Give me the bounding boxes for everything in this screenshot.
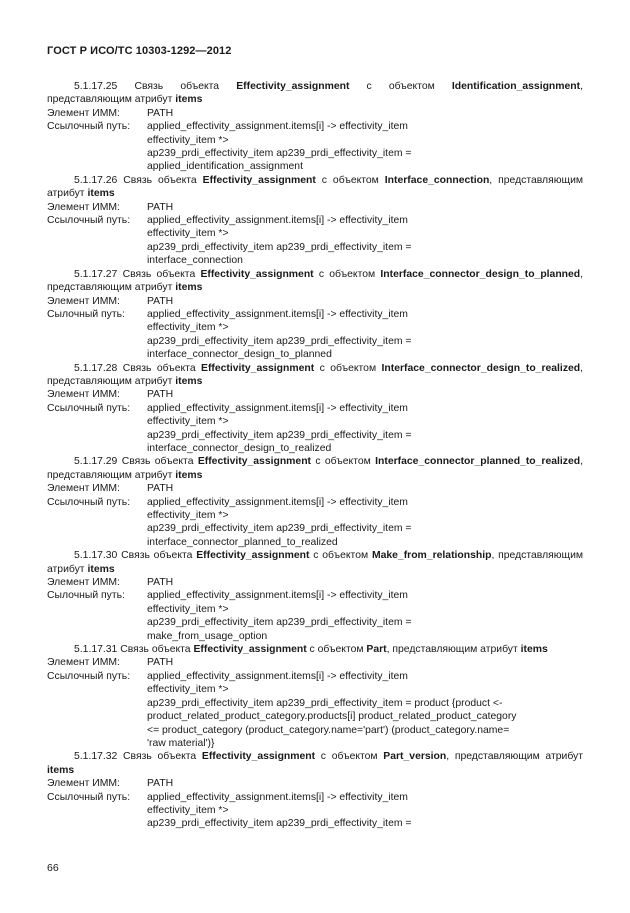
section-heading bbox=[47, 174, 583, 201]
element-row bbox=[47, 201, 583, 214]
element-value: PATH bbox=[147, 295, 174, 307]
element-label: Элемент ИММ: bbox=[47, 657, 120, 669]
entity-name: Effectivity_assignment bbox=[193, 644, 307, 656]
heading-text: с объектом bbox=[320, 751, 378, 763]
reference-path-line: ap239_prdi_effectivity_item ap239_prdi_effectivity_item = bbox=[147, 335, 412, 347]
attribute-name: items bbox=[175, 94, 203, 106]
section-heading bbox=[47, 80, 583, 107]
reference-path-line: ap239_prdi_effectivity_item ap239_prdi_effectivity_item = bbox=[147, 818, 412, 830]
reference-path-row bbox=[47, 214, 583, 227]
heading-text: Связь объекта bbox=[122, 268, 196, 280]
section-heading bbox=[47, 643, 583, 656]
reference-path-line: ap239_prdi_effectivity_item ap239_prdi_effectivity_item = bbox=[147, 241, 412, 253]
target-entity-name: Interface_connector_planned_to_realized bbox=[375, 456, 581, 468]
reference-path-line: applied_effectivity_assignment.items[i] -> effectivity_item bbox=[147, 308, 408, 320]
heading-text: Связь объекта bbox=[123, 751, 197, 763]
reference-path-line: applied_effectivity_assignment.items[i] -> effectivity_item bbox=[147, 590, 408, 602]
entity-name: Effectivity_assignment bbox=[196, 550, 310, 562]
element-value: PATH bbox=[147, 389, 174, 401]
heading-text: , представляющим атрибут bbox=[47, 362, 584, 387]
mapping-section bbox=[47, 174, 583, 268]
element-row bbox=[47, 576, 583, 589]
target-entity-name: Make_from_relationship bbox=[371, 550, 492, 562]
section-number: 5.1.17.26 bbox=[74, 174, 118, 186]
target-entity-name: Identification_assignment bbox=[451, 81, 581, 92]
section-heading bbox=[47, 750, 583, 777]
reference-path-line: effectivity_item *> bbox=[147, 322, 229, 334]
reference-path-line: effectivity_item *> bbox=[147, 603, 229, 615]
reference-path-row bbox=[47, 791, 583, 804]
section-number: 5.1.17.32 bbox=[74, 751, 118, 763]
element-label: Элемент ИММ: bbox=[47, 389, 120, 401]
reference-path-line: effectivity_item *> bbox=[147, 804, 229, 816]
heading-text: , представляющим атрибут bbox=[47, 81, 583, 106]
reference-path-line: applied_identification_assignment bbox=[147, 161, 303, 173]
reference-path-row bbox=[47, 589, 583, 602]
section-number: 5.1.17.27 bbox=[74, 268, 118, 280]
reference-path-line: effectivity_item *> bbox=[147, 684, 229, 696]
element-value: PATH bbox=[147, 483, 174, 495]
reference-path-label: Ссылочный путь: bbox=[47, 121, 131, 133]
mapping-section bbox=[47, 455, 583, 549]
page-number: 66 bbox=[47, 862, 59, 874]
attribute-name: items bbox=[47, 764, 75, 776]
section-heading bbox=[47, 549, 583, 576]
attribute-name: items bbox=[175, 375, 203, 387]
reference-path-label: Ссылочный путь: bbox=[47, 791, 131, 803]
target-entity-name: Part bbox=[366, 644, 387, 656]
attribute-name: items bbox=[175, 282, 203, 294]
reference-path-row bbox=[47, 670, 583, 683]
reference-path-line: effectivity_item *> bbox=[147, 228, 229, 240]
reference-path-line: applied_effectivity_assignment.items[i] -> effectivity_item bbox=[147, 121, 408, 133]
element-value: PATH bbox=[147, 107, 174, 119]
heading-text: , представляющим атрибут bbox=[47, 550, 584, 575]
reference-path-line: effectivity_item *> bbox=[147, 510, 229, 521]
reference-path-label: Сылочный путь: bbox=[47, 308, 125, 320]
section-number: 5.1.17.29 bbox=[74, 456, 118, 468]
heading-text: , представляющим атрибут bbox=[47, 174, 584, 200]
reference-path-line: interface_connector_design_to_realized bbox=[147, 442, 332, 454]
attribute-name: items bbox=[520, 644, 548, 656]
reference-path-line: <= product_category (product_category.name='part') (product_category.name= bbox=[147, 724, 510, 736]
section-heading bbox=[47, 455, 583, 482]
reference-path-line: 'raw material')} bbox=[147, 737, 215, 749]
reference-path-row bbox=[47, 120, 583, 133]
heading-text: , представляющим атрибут bbox=[386, 644, 518, 656]
mapping-section bbox=[47, 80, 583, 174]
heading-text: с объектом bbox=[319, 362, 377, 374]
reference-path-line: product_related_product_category.products[i] product_related_product_category bbox=[147, 711, 517, 723]
heading-text: с объектом bbox=[315, 456, 371, 468]
element-value: PATH bbox=[147, 778, 174, 790]
entity-name: Effectivity_assignment bbox=[200, 268, 314, 280]
heading-text: Связь объекта bbox=[121, 456, 194, 468]
reference-path-line: make_from_usage_option bbox=[147, 630, 268, 642]
heading-text: с объектом bbox=[366, 81, 435, 92]
element-row bbox=[47, 482, 583, 495]
target-entity-name: Interface_connector_design_to_planned bbox=[380, 268, 581, 280]
section-number: 5.1.17.31 bbox=[74, 644, 118, 656]
mapping-section bbox=[47, 268, 583, 362]
mapping-section bbox=[47, 643, 583, 750]
reference-path-line: applied_effectivity_assignment.items[i] -> effectivity_item bbox=[147, 496, 408, 508]
section-heading bbox=[47, 362, 583, 389]
heading-text: Связь объекта bbox=[134, 81, 220, 92]
attribute-name: items bbox=[87, 563, 115, 575]
reference-path-line: interface_connection bbox=[147, 255, 243, 267]
heading-text: Связь объекта bbox=[122, 362, 196, 374]
reference-path-line: ap239_prdi_effectivity_item ap239_prdi_effectivity_item = bbox=[147, 617, 412, 629]
reference-path-line: effectivity_item *> bbox=[147, 134, 229, 146]
heading-text: Связь объекта bbox=[121, 550, 193, 562]
element-row bbox=[47, 107, 583, 120]
section-number: 5.1.17.25 bbox=[74, 81, 118, 92]
reference-path-row bbox=[47, 402, 583, 415]
attribute-name: items bbox=[175, 469, 203, 481]
heading-text: с объектом bbox=[318, 268, 376, 280]
section-number: 5.1.17.28 bbox=[74, 362, 118, 374]
element-value: PATH bbox=[147, 201, 174, 213]
reference-path-line: effectivity_item *> bbox=[147, 416, 229, 428]
entity-name: Effectivity_assignment bbox=[236, 81, 350, 92]
element-value: PATH bbox=[147, 657, 174, 669]
mapping-section bbox=[47, 362, 583, 456]
heading-text: Связь объекта bbox=[123, 174, 197, 186]
entity-name: Effectivity_assignment bbox=[201, 362, 315, 374]
heading-text: , представляющим атрибут bbox=[47, 268, 584, 294]
section-heading bbox=[47, 268, 583, 295]
reference-path-line: applied_effectivity_assignment.items[i] -> effectivity_item bbox=[147, 215, 408, 227]
target-entity-name: Interface_connector_design_to_realized bbox=[381, 362, 581, 374]
reference-path-line: applied_effectivity_assignment.items[i] -> effectivity_item bbox=[147, 402, 408, 414]
heading-text: с объектом bbox=[309, 644, 364, 656]
reference-path-line: interface_connector_design_to_planned bbox=[147, 349, 332, 361]
target-entity-name: Part_version bbox=[383, 751, 447, 763]
element-label: Элемент ИММ: bbox=[47, 778, 120, 790]
element-label: Элемент ИММ: bbox=[47, 483, 120, 495]
heading-text: с объектом bbox=[313, 550, 369, 562]
reference-path-line: applied_effectivity_assignment.items[i] -> effectivity_item bbox=[147, 670, 408, 682]
page-header: ГОСТ Р ИСО/ТС 10303-1292—2012 bbox=[47, 45, 232, 57]
entity-name: Effectivity_assignment bbox=[201, 751, 316, 763]
document-body bbox=[47, 80, 583, 831]
reference-path-line: ap239_prdi_effectivity_item ap239_prdi_effectivity_item = bbox=[147, 148, 412, 160]
mapping-section bbox=[47, 549, 583, 643]
heading-text: Связь объекта bbox=[120, 644, 191, 656]
reference-path-label: Сылочный путь: bbox=[47, 590, 125, 602]
heading-text: , представляющим атрибут bbox=[446, 751, 584, 763]
element-row bbox=[47, 777, 583, 790]
element-row bbox=[47, 656, 583, 669]
element-label: Элемент ИММ: bbox=[47, 577, 120, 589]
reference-path-label: Ссылочный путь: bbox=[47, 496, 131, 508]
heading-text: , представляющим атрибут bbox=[47, 456, 584, 481]
reference-path-line: ap239_prdi_effectivity_item ap239_prdi_effectivity_item = bbox=[147, 429, 412, 441]
entity-name: Effectivity_assignment bbox=[197, 456, 312, 468]
element-value: PATH bbox=[147, 577, 174, 589]
reference-path-row bbox=[47, 496, 583, 509]
attribute-name: items bbox=[87, 188, 115, 200]
reference-path-row bbox=[47, 308, 583, 321]
section-number: 5.1.17.30 bbox=[74, 550, 118, 562]
element-label: Элемент ИММ: bbox=[47, 295, 120, 307]
target-entity-name: Interface_connection bbox=[384, 174, 490, 186]
element-label: Элемент ИММ: bbox=[47, 201, 120, 213]
reference-path-label: Ссылочный путь: bbox=[47, 215, 131, 227]
reference-path-label: Ссылочный путь: bbox=[47, 402, 131, 414]
mapping-section bbox=[47, 750, 583, 830]
heading-text: с объектом bbox=[321, 174, 379, 186]
element-label: Элемент ИММ: bbox=[47, 107, 120, 119]
element-row bbox=[47, 295, 583, 308]
reference-path-line: ap239_prdi_effectivity_item ap239_prdi_effectivity_item = bbox=[147, 523, 412, 535]
reference-path-line: applied_effectivity_assignment.items[i] -> effectivity_item bbox=[147, 791, 408, 803]
element-row bbox=[47, 388, 583, 401]
reference-path-line: ap239_prdi_effectivity_item ap239_prdi_effectivity_item = product {product <- bbox=[147, 697, 503, 709]
reference-path-line: interface_connector_planned_to_realized bbox=[147, 536, 338, 548]
reference-path-label: Ссылочный путь: bbox=[47, 670, 131, 682]
entity-name: Effectivity_assignment bbox=[202, 174, 316, 186]
